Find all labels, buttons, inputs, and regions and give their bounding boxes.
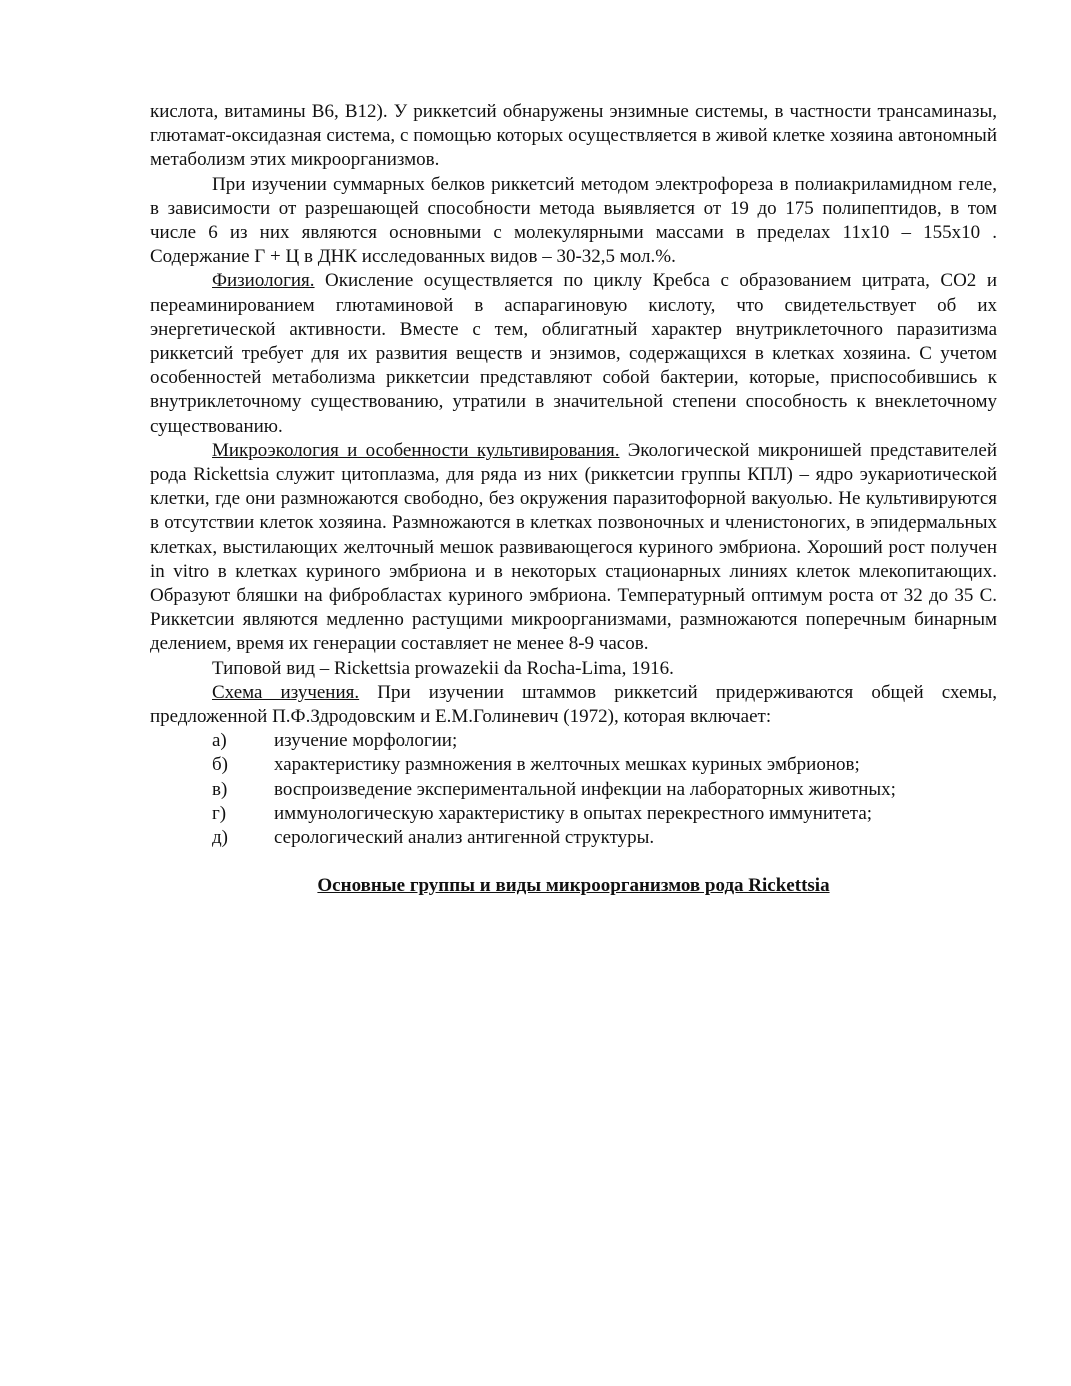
- paragraph-microecology: [150, 439, 997, 657]
- paragraph-text: Окисление осуществляется по циклу Кребса с образованием цитрата, СО2 и переаминированием глютаминовой в аспарагиновую кислоту, что свидетельствует об их энергетической активности. Вместе с тем, облигатный характер внутриклеточного паразитизма риккетсий требует для их развития веществ и энзимов, содержащихся в клетках хозяина. С учетом особенностей метаболизма риккетсии представляют собой бактерии, которые, приспособившись к внутриклеточному существованию, утратили в значительной степени способность к внеклеточному существованию.: [150, 270, 997, 437]
- list-item: [150, 826, 997, 850]
- list-item-text: характеристику размножения в желточных мешках куриных эмбрионов;: [274, 754, 860, 776]
- list-item: [150, 802, 997, 826]
- list-item: [150, 753, 997, 777]
- paragraph-text: кислота, витамины В6, В12). У риккетсий обнаружены энзимные системы, в частности трансаминазы, глютамат-оксидазная система, с помощью которых осуществляется в живой клетке хозяина автономный метаболизм этих микроорганизмов.: [150, 101, 997, 171]
- list-item: [150, 778, 997, 802]
- paragraph-text: Типовой вид – Rickettsia prowazekii da Rocha-Lima, 1916.: [212, 657, 674, 679]
- list-marker: б): [212, 754, 228, 776]
- paragraph-text: При изучении суммарных белков риккетсий методом электрофореза в полиакриламидном геле, в зависимости от разрешающей способности метода выявляется от 19 до 175 полипептидов, в том числе 6 из них являются основными с молекулярными массами в пределах 11х10 – 155х10 . Содержание Г + Ц в ДНК исследованных видов – 30-32,5 мол.%.: [150, 173, 997, 268]
- document-page: [150, 100, 997, 899]
- list-marker: г): [212, 802, 227, 824]
- list-marker: в): [212, 778, 228, 800]
- paragraph-text: Экологической микронишей представителей рода Rickettsia служит цитоплазма, для ряда из них (риккетсии группы КПЛ) – ядро эукариотической клетки, где они размножаются свободно, без окружения паразитофорной вакуолью. Не культивируются в отсутствии клеток хозяина. Размножаются в клетках позвоночных и членистоногих, в эпидермальных клетках, выстилающих желточный мешок развивающегося куриного эмбриона. Хороший рост получен in vitro в клетках куриного эмбриона и в некоторых стационарных линиях клеток млекопитающих. Образуют бляшки на фибробластах куриного эмбриона. Температурный оптимум роста от 32 до 35 С. Риккетсии являются медленно растущими микроорганизмами, размножаются поперечным бинарным делением, время их генерации составляет не менее 8-9 часов.: [150, 439, 998, 655]
- list-item-text: изучение морфологии;: [274, 730, 458, 752]
- paragraph-heading: Микроэкология и особенности культивирования.: [212, 439, 620, 461]
- paragraph-study-scheme: [150, 681, 997, 729]
- section-title: Основные группы и виды микроорганизмов рода Rickettsia: [317, 875, 830, 897]
- paragraph-proteins: [150, 173, 997, 270]
- paragraph-heading: Схема изучения.: [212, 681, 360, 703]
- list-item-text: воспроизведение экспериментальной инфекции на лабораторных животных;: [274, 778, 896, 800]
- study-scheme-list: [150, 729, 997, 850]
- list-marker: д): [212, 827, 228, 849]
- list-item: [150, 729, 997, 753]
- paragraph-physiology: [150, 269, 997, 438]
- paragraph-text: При изучении штаммов риккетсий придерживаются общей схемы, предложенной П.Ф.Здродовским и Е.М.Голиневич (1972), которая включает:: [150, 681, 997, 728]
- list-item-text: иммунологическую характеристику в опытах перекрестного иммунитета;: [274, 802, 873, 824]
- list-item-text: серологический анализ антигенной структуры.: [274, 827, 655, 849]
- paragraph-metabolism: [150, 100, 997, 173]
- list-marker: а): [212, 730, 227, 752]
- paragraph-type-species: [150, 657, 997, 681]
- paragraph-heading: Физиология.: [212, 270, 315, 292]
